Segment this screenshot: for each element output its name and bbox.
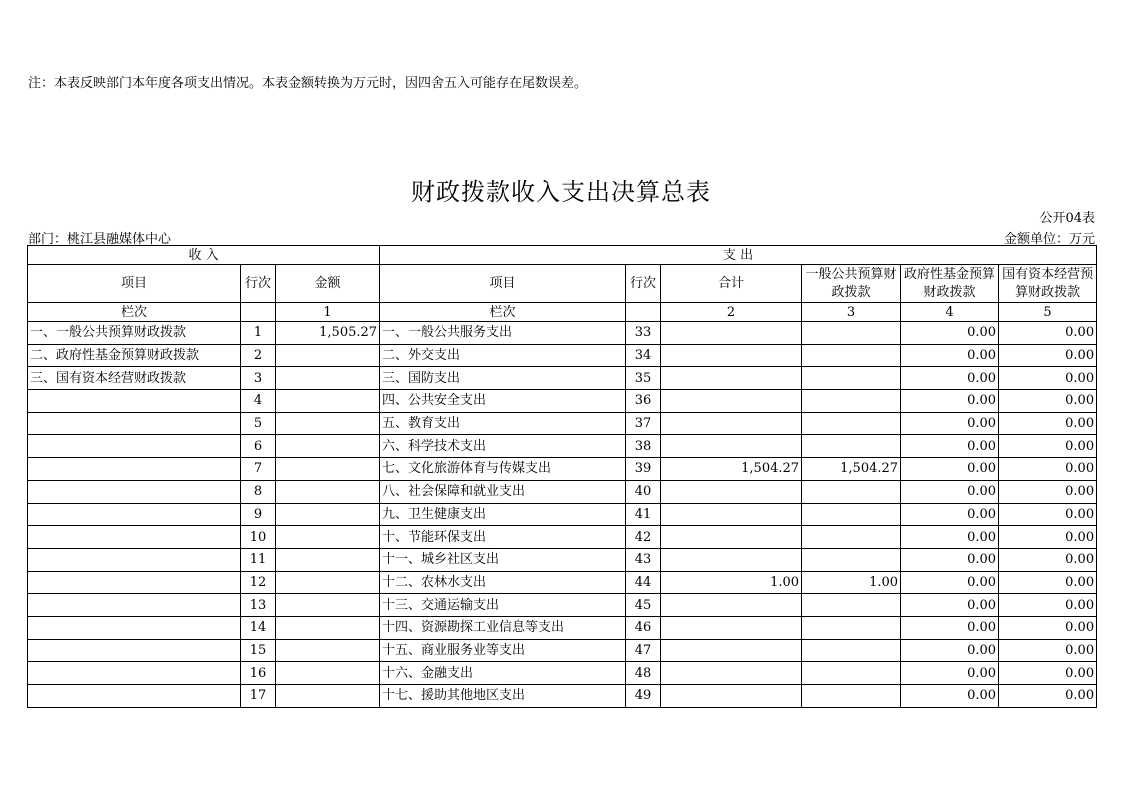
state-capital-cell: 0.00: [999, 685, 1097, 708]
table-row: [28, 616, 1097, 639]
general-budget-cell: [802, 344, 901, 367]
state-capital-cell: 0.00: [999, 390, 1097, 413]
expense-item-cell: 一、一般公共服务支出: [380, 322, 626, 345]
state-capital-cell: 0.00: [999, 367, 1097, 390]
total-cell: [661, 344, 802, 367]
income-item-cell: [28, 503, 241, 526]
general-budget-cell: [802, 322, 901, 345]
expense-row-no-cell: 45: [626, 594, 661, 617]
income-amount-cell: [276, 390, 380, 413]
general-budget-cell: [802, 548, 901, 571]
total-cell: [661, 594, 802, 617]
income-amount-cell: [276, 458, 380, 481]
gov-fund-cell: 0.00: [901, 616, 999, 639]
gov-fund-cell: 0.00: [901, 639, 999, 662]
income-row-no-cell: 1: [241, 322, 276, 345]
table-row: [28, 480, 1097, 503]
total-cell: [661, 390, 802, 413]
general-budget-cell: [802, 480, 901, 503]
table-row: [28, 367, 1097, 390]
state-capital-cell: 0.00: [999, 480, 1097, 503]
table-row: [28, 685, 1097, 708]
index-label: 栏次: [28, 303, 241, 322]
state-capital-cell: 0.00: [999, 662, 1097, 685]
income-amount-cell: [276, 639, 380, 662]
expense-row-no-cell: 38: [626, 435, 661, 458]
expense-row-no-cell: 48: [626, 662, 661, 685]
gov-fund-cell: 0.00: [901, 458, 999, 481]
state-capital-cell: 0.00: [999, 344, 1097, 367]
income-row-no-cell: 6: [241, 435, 276, 458]
income-item-cell: [28, 662, 241, 685]
income-item-cell: 二、政府性基金预算财政拨款: [28, 344, 241, 367]
expense-item-cell: 十二、农林水支出: [380, 571, 626, 594]
state-capital-cell: 0.00: [999, 526, 1097, 549]
col-header-expense-row-no: 行次: [626, 265, 661, 303]
expense-item-cell: 十三、交通运输支出: [380, 594, 626, 617]
income-amount-cell: [276, 344, 380, 367]
gov-fund-cell: 0.00: [901, 685, 999, 708]
budget-table: [27, 245, 1097, 708]
gov-fund-cell: 0.00: [901, 390, 999, 413]
general-budget-cell: [802, 526, 901, 549]
index-4: 4: [901, 303, 999, 322]
income-amount-cell: [276, 526, 380, 549]
index-3: 3: [802, 303, 901, 322]
income-item-cell: [28, 616, 241, 639]
table-row: [28, 322, 1097, 345]
total-cell: [661, 480, 802, 503]
index-1: 1: [276, 303, 380, 322]
expense-item-cell: 六、科学技术支出: [380, 435, 626, 458]
income-item-cell: [28, 548, 241, 571]
total-cell: 1,504.27: [661, 458, 802, 481]
total-cell: [661, 639, 802, 662]
expense-item-cell: 九、卫生健康支出: [380, 503, 626, 526]
col-header-gov-fund: 政府性基金预算财政拨款: [901, 265, 999, 303]
total-cell: [661, 548, 802, 571]
total-cell: [661, 503, 802, 526]
expense-row-no-cell: 49: [626, 685, 661, 708]
footnote: 注：本表反映部门本年度各项支出情况。本表金额转换为万元时，因四舍五入可能存在尾数误差。: [28, 76, 588, 91]
state-capital-cell: 0.00: [999, 616, 1097, 639]
general-budget-cell: [802, 390, 901, 413]
index-empty: [241, 303, 276, 322]
expense-row-no-cell: 43: [626, 548, 661, 571]
expense-row-no-cell: 41: [626, 503, 661, 526]
table-row: [28, 503, 1097, 526]
expense-item-cell: 十四、资源勘探工业信息等支出: [380, 616, 626, 639]
col-header-income-item: 项目: [28, 265, 241, 303]
expense-item-cell: 四、公共安全支出: [380, 390, 626, 413]
total-cell: 1.00: [661, 571, 802, 594]
table-row: [28, 390, 1097, 413]
income-amount-cell: [276, 412, 380, 435]
expense-row-no-cell: 33: [626, 322, 661, 345]
table-row: [28, 594, 1097, 617]
income-amount-cell: [276, 571, 380, 594]
income-item-cell: [28, 526, 241, 549]
expense-item-cell: 三、国防支出: [380, 367, 626, 390]
total-cell: [661, 412, 802, 435]
page-title: 财政拨款收入支出决算总表: [411, 178, 711, 206]
table-row: [28, 639, 1097, 662]
state-capital-cell: 0.00: [999, 571, 1097, 594]
income-item-cell: [28, 458, 241, 481]
income-row-no-cell: 15: [241, 639, 276, 662]
col-header-general-budget: 一般公共预算财政拨款: [802, 265, 901, 303]
index-empty-2: [626, 303, 661, 322]
income-row-no-cell: 4: [241, 390, 276, 413]
expense-row-no-cell: 40: [626, 480, 661, 503]
gov-fund-cell: 0.00: [901, 594, 999, 617]
income-item-cell: [28, 639, 241, 662]
col-header-state-capital: 国有资本经营预算财政拨款: [999, 265, 1097, 303]
index-label-2: 栏次: [380, 303, 626, 322]
income-item-cell: 一、一般公共预算财政拨款: [28, 322, 241, 345]
expense-item-cell: 二、外交支出: [380, 344, 626, 367]
state-capital-cell: 0.00: [999, 322, 1097, 345]
expense-row-no-cell: 39: [626, 458, 661, 481]
income-amount-cell: [276, 367, 380, 390]
total-cell: [661, 685, 802, 708]
expense-row-no-cell: 44: [626, 571, 661, 594]
col-header-expense-item: 项目: [380, 265, 626, 303]
income-item-cell: [28, 435, 241, 458]
general-budget-cell: [802, 594, 901, 617]
income-section-header: 收 入: [28, 246, 380, 265]
gov-fund-cell: 0.00: [901, 412, 999, 435]
income-row-no-cell: 12: [241, 571, 276, 594]
expense-item-cell: 十六、金融支出: [380, 662, 626, 685]
total-cell: [661, 662, 802, 685]
state-capital-cell: 0.00: [999, 503, 1097, 526]
gov-fund-cell: 0.00: [901, 526, 999, 549]
income-row-no-cell: 13: [241, 594, 276, 617]
department-label: 部门：桃江县融媒体中心: [28, 232, 172, 247]
income-row-no-cell: 9: [241, 503, 276, 526]
income-amount-cell: [276, 616, 380, 639]
general-budget-cell: [802, 367, 901, 390]
gov-fund-cell: 0.00: [901, 344, 999, 367]
table-row: [28, 571, 1097, 594]
general-budget-cell: [802, 503, 901, 526]
gov-fund-cell: 0.00: [901, 435, 999, 458]
income-item-cell: [28, 412, 241, 435]
general-budget-cell: 1.00: [802, 571, 901, 594]
income-row-no-cell: 5: [241, 412, 276, 435]
general-budget-cell: [802, 662, 901, 685]
expense-item-cell: 十七、援助其他地区支出: [380, 685, 626, 708]
expense-row-no-cell: 37: [626, 412, 661, 435]
total-cell: [661, 435, 802, 458]
total-cell: [661, 367, 802, 390]
income-item-cell: [28, 594, 241, 617]
section-header-row: [28, 246, 1097, 265]
general-budget-cell: [802, 435, 901, 458]
expense-row-no-cell: 35: [626, 367, 661, 390]
general-budget-cell: [802, 639, 901, 662]
expense-item-cell: 十一、城乡社区支出: [380, 548, 626, 571]
total-cell: [661, 526, 802, 549]
table-row: [28, 412, 1097, 435]
income-amount-cell: [276, 662, 380, 685]
income-item-cell: [28, 480, 241, 503]
expense-row-no-cell: 47: [626, 639, 661, 662]
expense-item-cell: 五、教育支出: [380, 412, 626, 435]
state-capital-cell: 0.00: [999, 412, 1097, 435]
income-row-no-cell: 10: [241, 526, 276, 549]
table-row: [28, 548, 1097, 571]
income-item-cell: [28, 390, 241, 413]
expense-item-cell: 十、节能环保支出: [380, 526, 626, 549]
expense-item-cell: 八、社会保障和就业支出: [380, 480, 626, 503]
table-row: [28, 435, 1097, 458]
index-5: 5: [999, 303, 1097, 322]
income-row-no-cell: 11: [241, 548, 276, 571]
gov-fund-cell: 0.00: [901, 367, 999, 390]
general-budget-cell: [802, 685, 901, 708]
expense-item-cell: 十五、商业服务业等支出: [380, 639, 626, 662]
expense-section-header: 支 出: [380, 246, 1097, 265]
col-header-income-amount: 金额: [276, 265, 380, 303]
income-item-cell: 三、国有资本经营财政拨款: [28, 367, 241, 390]
col-header-total: 合计: [661, 265, 802, 303]
income-amount-cell: [276, 503, 380, 526]
table-row: [28, 526, 1097, 549]
income-row-no-cell: 7: [241, 458, 276, 481]
income-amount-cell: [276, 594, 380, 617]
col-header-income-row-no: 行次: [241, 265, 276, 303]
income-amount-cell: [276, 548, 380, 571]
income-row-no-cell: 8: [241, 480, 276, 503]
general-budget-cell: [802, 616, 901, 639]
expense-row-no-cell: 34: [626, 344, 661, 367]
index-2: 2: [661, 303, 802, 322]
state-capital-cell: 0.00: [999, 594, 1097, 617]
form-code: 公开04表: [1039, 211, 1095, 226]
unit-label: 金额单位：万元: [1003, 232, 1095, 247]
income-row-no-cell: 17: [241, 685, 276, 708]
income-item-cell: [28, 685, 241, 708]
table-row: [28, 662, 1097, 685]
income-amount-cell: 1,505.27: [276, 322, 380, 345]
income-row-no-cell: 14: [241, 616, 276, 639]
income-row-no-cell: 16: [241, 662, 276, 685]
expense-row-no-cell: 46: [626, 616, 661, 639]
state-capital-cell: 0.00: [999, 435, 1097, 458]
income-amount-cell: [276, 435, 380, 458]
income-amount-cell: [276, 480, 380, 503]
gov-fund-cell: 0.00: [901, 322, 999, 345]
income-item-cell: [28, 571, 241, 594]
state-capital-cell: 0.00: [999, 458, 1097, 481]
gov-fund-cell: 0.00: [901, 571, 999, 594]
table-row: [28, 458, 1097, 481]
general-budget-cell: 1,504.27: [802, 458, 901, 481]
expense-row-no-cell: 36: [626, 390, 661, 413]
column-header-row: [28, 265, 1097, 303]
income-row-no-cell: 3: [241, 367, 276, 390]
income-row-no-cell: 2: [241, 344, 276, 367]
total-cell: [661, 616, 802, 639]
general-budget-cell: [802, 412, 901, 435]
total-cell: [661, 322, 802, 345]
gov-fund-cell: 0.00: [901, 503, 999, 526]
gov-fund-cell: 0.00: [901, 548, 999, 571]
gov-fund-cell: 0.00: [901, 480, 999, 503]
column-index-row: [28, 303, 1097, 322]
income-amount-cell: [276, 685, 380, 708]
gov-fund-cell: 0.00: [901, 662, 999, 685]
state-capital-cell: 0.00: [999, 548, 1097, 571]
expense-item-cell: 七、文化旅游体育与传媒支出: [380, 458, 626, 481]
expense-row-no-cell: 42: [626, 526, 661, 549]
table-row: [28, 344, 1097, 367]
state-capital-cell: 0.00: [999, 639, 1097, 662]
